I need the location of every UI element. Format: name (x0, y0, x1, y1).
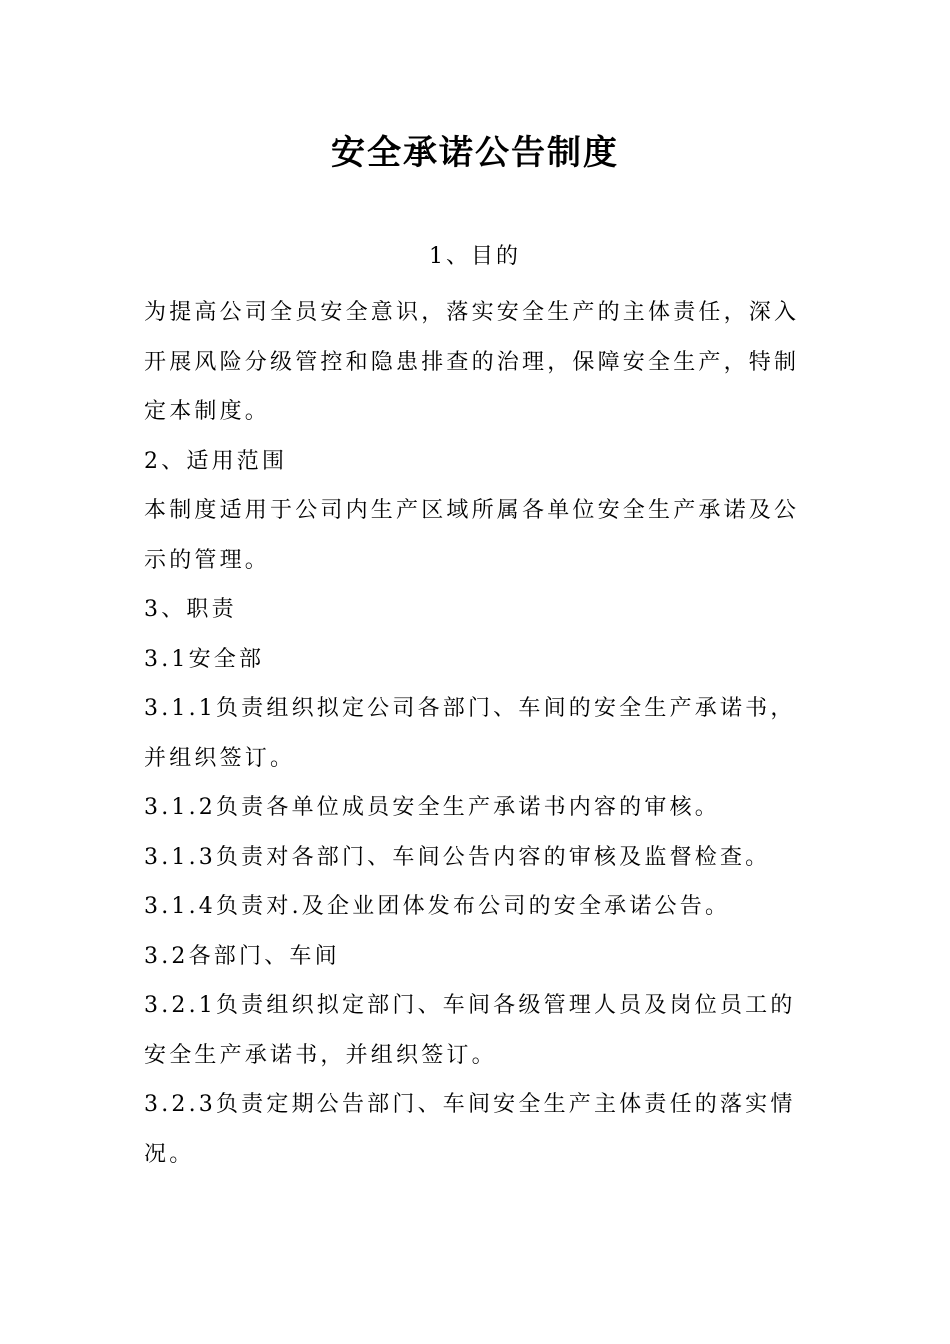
paragraph-scope: 本制度适用于公司内生产区域所属各单位安全生产承诺及公示的管理。 (144, 498, 800, 573)
clause-3-1-1: 3.1.1负责组织拟定公司各部门、车间的安全生产承诺书，并组织签订。 (144, 696, 796, 771)
paragraph-purpose: 为提高公司全员安全意识，落实安全生产的主体责任，深入开展风险分级管控和隐患排查的治理，保障安全生产，特制定本制度。 (144, 300, 800, 424)
section-heading-duties: 3、职责 (144, 597, 237, 622)
document-title: 安全承诺公告制度 (331, 133, 619, 173)
subsection-heading-departments: 3.2各部门、车间 (144, 943, 340, 969)
section-heading-scope: 2、适用范围 (144, 448, 288, 474)
subsection-heading-safety-dept: 3.1安全部 (144, 646, 265, 672)
clause-3-2-1: 3.2.1负责组织拟定部门、车间各级管理人员及岗位员工的安全生产承诺书，并组织签订。 (144, 993, 796, 1068)
clause-3-1-3: 3.1.3负责对各部门、车间公告内容的审核及监督检查。 (144, 844, 771, 870)
clause-3-2-3: 3.2.3负责定期公告部门、车间安全生产主体责任的落实情况。 (144, 1092, 796, 1167)
section-heading-purpose: 1、目的 (429, 244, 521, 269)
clause-3-1-2: 3.1.2负责各单位成员安全生产承诺书内容的审核。 (144, 795, 720, 820)
document-body (144, 288, 812, 1179)
clause-3-1-4: 3.1.4负责对.及企业团体发布公司的安全承诺公告。 (144, 894, 731, 919)
